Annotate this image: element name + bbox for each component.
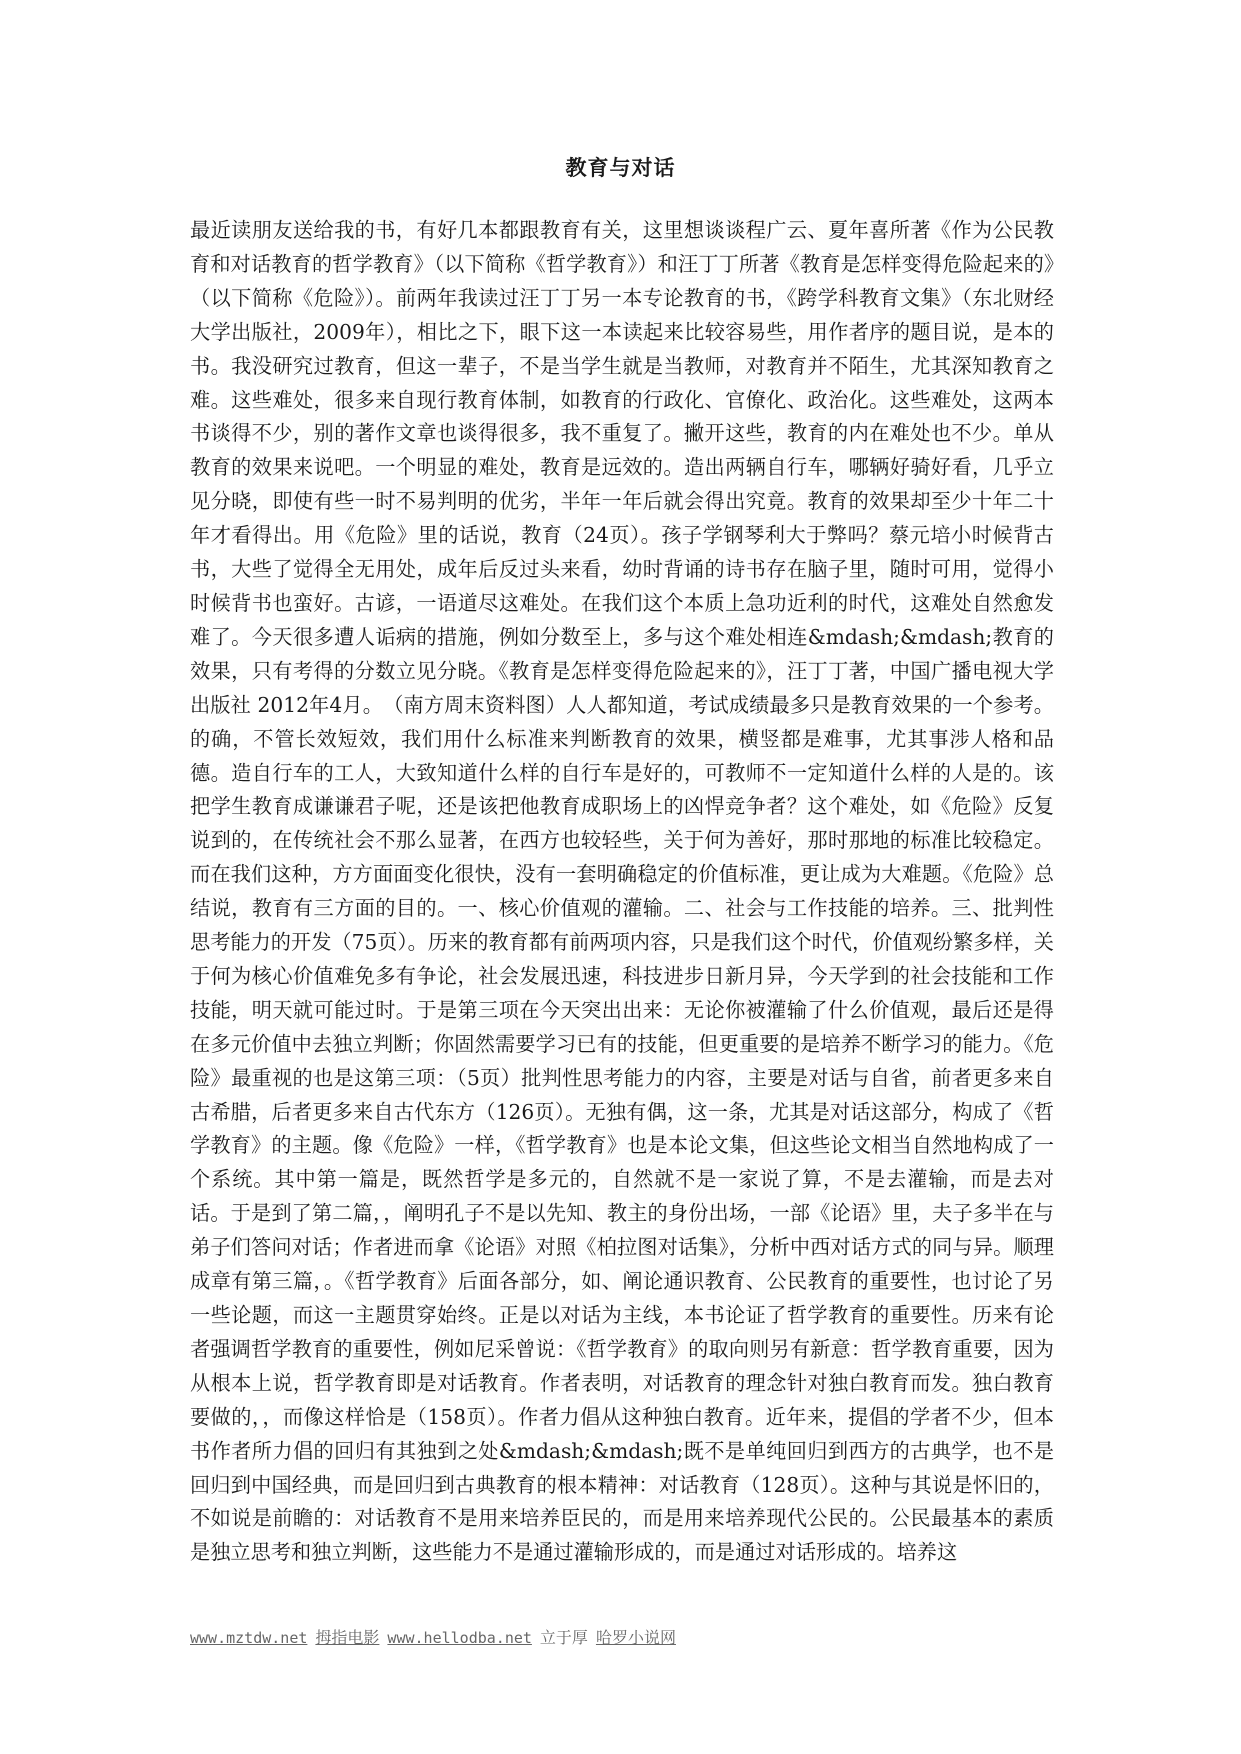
- footer-text-liyuhou: 立于厚: [539, 1628, 588, 1647]
- footer-link-hellodba[interactable]: www.hellodba.net: [387, 1629, 532, 1647]
- footer-link-hello-novel[interactable]: 哈罗小说网: [595, 1628, 676, 1647]
- page-title: 教育与对话: [565, 156, 676, 180]
- footer-link-muzhi-movie[interactable]: 拇指电影: [315, 1628, 380, 1647]
- footer-links: [190, 1628, 676, 1648]
- footer-link-mztdw[interactable]: www.mztdw.net: [190, 1629, 308, 1647]
- body-paragraph: 最近读朋友送给我的书，有好几本都跟教育有关，这里想谈谈程广云、夏年喜所著《作为公民教育和对话教育的哲学教育》（以下简称《哲学教育》）和汪丁丁所著《教育是怎样变得危险起来的》（以下简称《危险》）。前两年我读过汪丁丁另一本专论教育的书，《跨学科教育文集》（东北财经大学出版社，2009年），相比之下，眼下这一本读起来比较容易些，用作者序的题目说，是本的书。我没研究过教育，但这一辈子，不是当学生就是当教师，对教育并不陌生，尤其深知教育之难。这些难处，很多来自现行教育体制，如教育的行政化、官僚化、政治化。这些难处，这两本书谈得不少，别的著作文章也谈得很多，我不重复了。撇开这些，教育的内在难处也不少。单从教育的效果来说吧。一个明显的难处，教育是远效的。造出两辆自行车，哪辆好骑好看，几乎立见分晓，即使有些一时不易判明的优劣，半年一年后就会得出究竟。教育的效果却至少十年二十年才看得出。用《危险》里的话说，教育（24页）。孩子学钢琴利大于弊吗？蔡元培小时候背古书，大些了觉得全无用处，成年后反过头来看，幼时背诵的诗书存在脑子里，随时可用，觉得小时候背书也蛮好。古谚，一语道尽这难处。在我们这个本质上急功近利的时代，这难处自然愈发难了。今天很多遭人诟病的措施，例如分数至上，多与这个难处相连&mdash;&mdash;教育的效果，只有考得的分数立见分晓。《教育是怎样变得危险起来的》，汪丁丁著，中国广播电视大学出版社 2012年4月。 （南方周末资料图）人人都知道，考试成绩最多只是教育效果的一个参考。的确，不管长效短效，我们用什么标准来判断教育的效果，横竖都是难事，尤其事涉人格和品德。造自行车的工人，大致知道什么样的自行车是好的，可教师不一定知道什么样的人是的。该把学生教育成谦谦君子呢，还是该把他教育成职场上的凶悍竞争者？这个难处，如《危险》反复说到的，在传统社会不那么显著，在西方也较轻些，关于何为善好，那时那地的标准比较稳定。而在我们这种，方方面面变化很快，没有一套明确稳定的价值标准，更让成为大难题。《危险》总结说，教育有三方面的目的。一、核心价值观的灌输。二、社会与工作技能的培养。三、批判性思考能力的开发（75页）。历来的教育都有前两项内容，只是我们这个时代，价值观纷繁多样，关于何为核心价值难免多有争论，社会发展迅速，科技进步日新月异，今天学到的社会技能和工作技能，明天就可能过时。于是第三项在今天突出出来：无论你被灌输了什么价值观，最后还是得在多元价值中去独立判断；你固然需要学习已有的技能，但更重要的是培养不断学习的能力。《危险》最重视的也是这第三项：（5页）批判性思考能力的内容，主要是对话与自省，前者更多来自古希腊，后者更多来自古代东方（126页）。无独有偶，这一条，尤其是对话这部分，构成了《哲学教育》的主题。像《危险》一样，《哲学教育》也是本论文集，但这些论文相当自然地构成了一个系统。其中第一篇是，既然哲学是多元的，自然就不是一家说了算，不是去灌输，而是去对话。于是到了第二篇，，阐明孔子不是以先知、教主的身份出场，一部《论语》里，夫子多半在与弟子们答问对话；作者进而拿《论语》对照《柏拉图对话集》，分析中西对话方式的同与异。顺理成章有第三篇，。《哲学教育》后面各部分，如、阐论通识教育、公民教育的重要性，也讨论了另一些论题，而这一主题贯穿始终。正是以对话为主线，本书论证了哲学教育的重要性。历来有论者强调哲学教育的重要性，例如尼采曾说：《哲学教育》的取向则另有新意：哲学教育重要，因为从根本上说，哲学教育即是对话教育。作者表明，对话教育的理念针对独白教育而发。独白教育要做的，，而像这样恰是（158页）。作者力倡从这种独白教育。近年来，提倡的学者不少，但本书作者所力倡的回归有其独到之处&mdash;&mdash;既不是单纯回归到西方的古典学，也不是回归到中国经典，而是回归到古典教育的根本精神：对话教育（128页）。这种与其说是怀旧的，不如说是前瞻的：对话教育不是用来培养臣民的，而是用来培养现代公民的。公民最基本的素质是独立思考和独立判断，这些能力不是通过灌输形成的，而是通过对话形成的。培养这: [190, 218, 1054, 1565]
